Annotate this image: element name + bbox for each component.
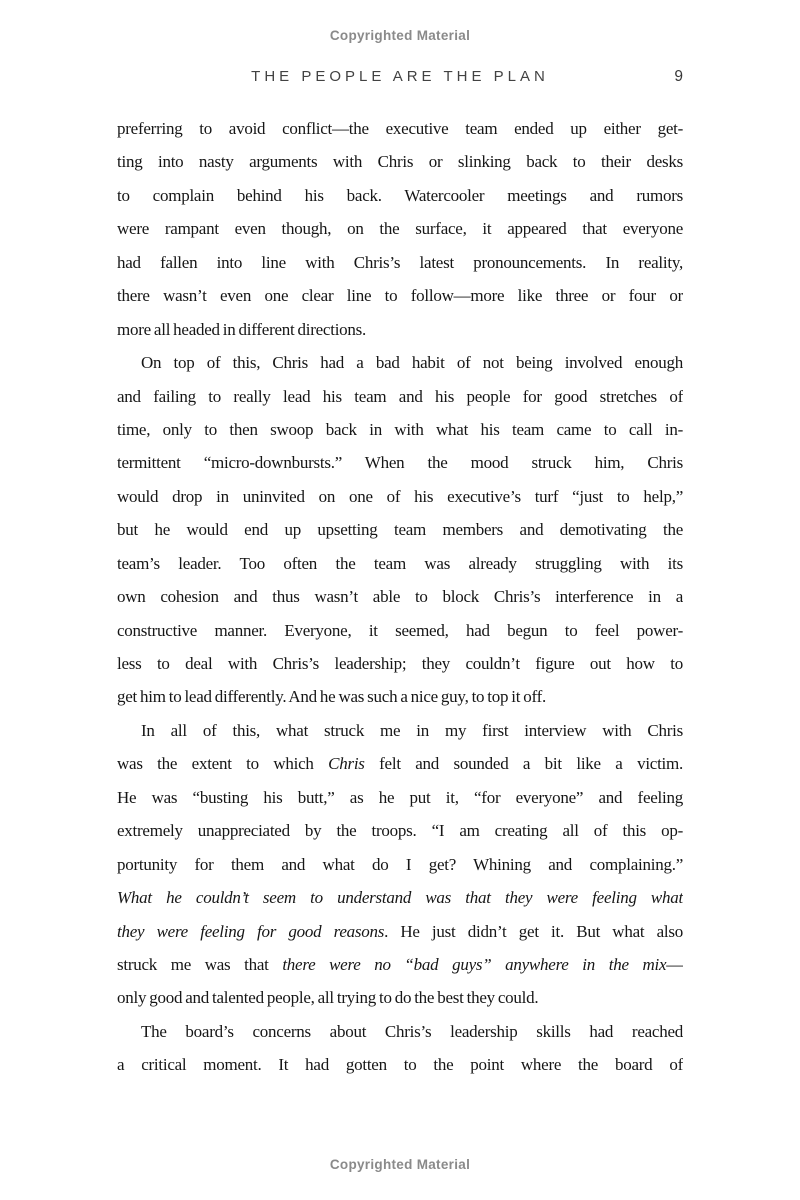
text-line — [117, 881, 683, 914]
italic-text-run: What he couldn’t seem to understand was that they were feeling what — [117, 888, 683, 908]
text-line — [117, 680, 683, 713]
text-line — [117, 580, 683, 613]
running-head — [117, 68, 683, 90]
text-line — [117, 848, 683, 881]
text-line — [117, 480, 683, 513]
text-run: struck me was that — [117, 954, 283, 974]
text-run: extremely unappreciated by the troops. “I am creating all of this op- — [117, 821, 683, 841]
text-run: to complain behind his back. Watercooler meetings and rumors — [117, 185, 683, 205]
text-run: He was “busting his butt,” as he put it, “for everyone” and feeling — [117, 787, 683, 807]
text-line — [117, 1048, 683, 1081]
text-line — [117, 948, 683, 981]
text-run: only good and talented people, all trying to do the best they could. — [117, 988, 539, 1008]
text-run: own cohesion and thus wasn’t able to block Chris’s interference in a — [117, 587, 683, 607]
text-run: but he would end up upsetting team members and demotivating the — [117, 520, 683, 540]
text-run: a critical moment. It had gotten to the point where the board of — [117, 1055, 683, 1075]
text-run: less to deal with Chris’s leadership; they couldn’t figure out how to — [117, 654, 683, 673]
text-run: On top of this, Chris had a bad habit of not being involved enough — [141, 353, 683, 373]
text-line — [117, 446, 683, 479]
text-run: termittent “micro-downbursts.” When the mood struck him, Chris — [117, 453, 683, 473]
text-run: The board’s concerns about Chris’s leadership skills had reached — [141, 1021, 683, 1041]
text-line — [117, 714, 683, 747]
text-line — [117, 145, 683, 178]
text-line — [117, 112, 683, 145]
text-run: time, only to then swoop back in with what his team came to call in- — [117, 419, 683, 439]
text-run: was the extent to which — [117, 754, 329, 774]
text-line — [117, 747, 683, 780]
copyright-notice-bottom: Copyrighted Material — [329, 1157, 471, 1172]
text-run: team’s leader. Too often the team was already struggling with its — [117, 553, 683, 573]
text-run: — — [666, 954, 683, 974]
text-line — [117, 814, 683, 847]
text-line — [117, 915, 683, 948]
text-line — [117, 1015, 683, 1048]
text-run: . He just didn’t get it. But what also — [384, 921, 683, 941]
text-line — [117, 647, 683, 680]
text-line — [117, 547, 683, 580]
body-text — [117, 112, 683, 1082]
text-line — [117, 380, 683, 413]
text-line — [117, 513, 683, 546]
chapter-title: THE PEOPLE ARE THE PLAN — [251, 68, 549, 85]
text-run: and failing to really lead his team and his people for good stretches of — [117, 386, 683, 406]
text-run: had fallen into line with Chris’s latest pronouncements. In reality, — [117, 252, 683, 272]
text-line — [117, 781, 683, 814]
text-run: felt and sounded a bit like a victim. — [364, 754, 683, 774]
text-line — [117, 346, 683, 379]
text-line — [117, 614, 683, 647]
italic-text-run: Chris — [328, 754, 365, 774]
page-number: 9 — [674, 68, 683, 85]
text-line — [117, 179, 683, 212]
text-line — [117, 279, 683, 312]
text-run: more all headed in different directions. — [117, 319, 367, 339]
text-run: ting into nasty arguments with Chris or slinking back to their desks — [117, 152, 683, 172]
italic-text-run: there were no “bad guys” anywhere in the mix — [282, 954, 667, 974]
text-line — [117, 981, 683, 1014]
text-run: would drop in uninvited on one of his executive’s turf “just to help,” — [117, 486, 683, 506]
text-line — [117, 212, 683, 245]
text-line — [117, 313, 683, 346]
text-run: In all of this, what struck me in my first interview with Chris — [141, 720, 683, 740]
text-run: there wasn’t even one clear line to follow—more like three or four or — [117, 286, 683, 306]
text-run: were rampant even though, on the surface, it appeared that everyone — [117, 219, 683, 239]
text-run: get him to lead differently. And he was such a nice guy, to top it off. — [117, 687, 546, 707]
text-run: constructive manner. Everyone, it seemed, had begun to feel power- — [117, 620, 683, 640]
copyright-notice-top: Copyrighted Material — [329, 28, 471, 43]
italic-text-run: they were feeling for good reasons — [117, 921, 385, 941]
text-run: preferring to avoid conflict—the executive team ended up either get- — [117, 119, 683, 138]
text-line — [117, 413, 683, 446]
text-run: portunity for them and what do I get? Whining and complaining.” — [117, 854, 683, 874]
text-line — [117, 246, 683, 279]
